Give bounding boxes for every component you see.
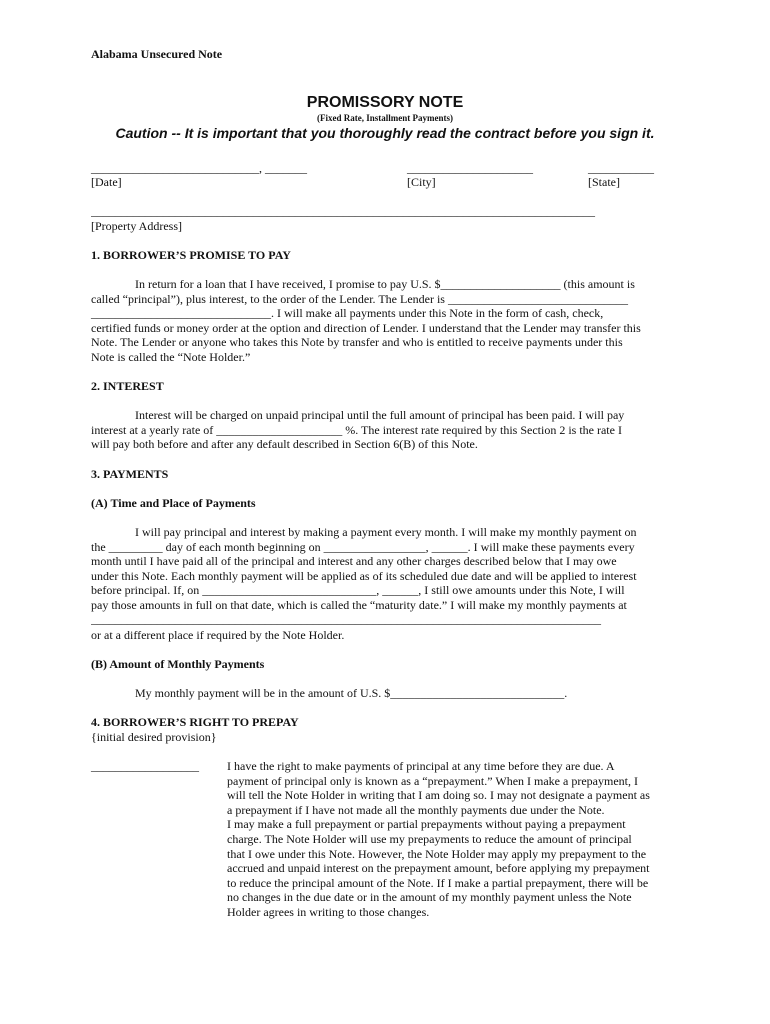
prepay-line: a prepayment if I have not made all the monthly payments due under the Note. <box>227 802 605 817</box>
city-label: [City] <box>407 175 436 189</box>
prepay-line: I may make a full prepayment or partial prepayments without paying a prepayment <box>227 817 626 832</box>
section-2-line: Interest will be charged on unpaid principal until the full amount of principal has been paid. I will pay <box>135 408 625 422</box>
section-1-heading: 1. BORROWER’S PROMISE TO PAY <box>91 248 291 262</box>
state-label: [State] <box>588 175 620 189</box>
section-1-line: called “principal”), plus interest, to the order of the Lender. The Lender is ______________________________ <box>91 292 628 306</box>
city-blank[interactable]: _____________________ <box>407 161 533 175</box>
document-title: PROMISSORY NOTE <box>306 94 464 111</box>
section-2-line: interest at a yearly rate of _____________________ %. The interest rate required by this Section 2 is the rate I <box>91 423 622 437</box>
section-2-line: will pay both before and after any default described in Section 6(B) of this Note. <box>91 437 478 451</box>
doc-label: Alabama Unsecured Note <box>91 47 223 61</box>
date-blank[interactable]: ____________________________, _______ <box>91 161 307 175</box>
state-blank[interactable]: ___________ <box>588 161 654 175</box>
section-3a-line: before principal. If, on _____________________________, ______, I still owe amounts under this Note, I will <box>91 583 625 597</box>
prepay-line: to reduce the principal amount of the Note. If I make a partial prepayment, there will be <box>227 875 649 890</box>
section-3a-line: under this Note. Each monthly payment will be applied as of its scheduled due date and will be applied to interest <box>91 569 637 583</box>
date-label: [Date] <box>91 175 122 189</box>
section-3a-line: the _________ day of each month beginning on _________________, ______. I will make these payments every <box>91 540 635 554</box>
section-3a-line: or at a different place if required by the Note Holder. <box>91 628 345 642</box>
prepay-line: no changes in the due date or in the amount of my monthly payment unless the Note <box>227 890 632 905</box>
section-1-line: In return for a loan that I have received, I promise to pay U.S. $____________________ (this amount is <box>135 277 635 291</box>
prepay-paragraph <box>227 759 650 920</box>
section-4-heading: 4. BORROWER’S RIGHT TO PREPAY <box>91 715 299 729</box>
caution-notice: Caution -- It is important that you thoroughly read the contract before you sign it. <box>115 125 655 141</box>
section-1-line: Note. The Lender or anyone who takes this Note by transfer and who is entitled to receive payments under this <box>91 335 623 349</box>
section-1-line: Note is called the “Note Holder.” <box>91 350 251 364</box>
section-1-line: ______________________________. I will make all payments under this Note in the form of cash, check, <box>91 306 604 320</box>
property-address-blank[interactable]: ____________________________________________________________________________________ <box>91 204 595 218</box>
prepay-line: Holder agrees in writing to those changes. <box>227 904 430 919</box>
prepay-line: accrued and unpaid interest on the prepayment amount, before applying my prepayment <box>227 861 650 876</box>
section-3b-line: My monthly payment will be in the amount of U.S. $_____________________________. <box>135 686 568 700</box>
property-address-label: [Property Address] <box>91 219 182 233</box>
section-3a-heading: (A) Time and Place of Payments <box>91 496 256 510</box>
section-3a-line: month until I have paid all of the principal and interest and any other charges described below that I may owe <box>91 554 617 568</box>
payment-place-blank[interactable]: _____________________________________________________________________________________ <box>91 612 601 626</box>
section-3-heading: 3. PAYMENTS <box>91 467 169 481</box>
prepay-line: that I owe under this Note. However, the Note Holder may apply my prepayment to the <box>227 846 647 861</box>
section-2-heading: 2. INTEREST <box>91 379 164 393</box>
document-subtitle: (Fixed Rate, Installment Payments) <box>317 113 453 123</box>
prepay-line: will tell the Note Holder in writing that I am doing so. I may not designate a payment as <box>227 788 650 803</box>
section-1-line: certified funds or money order at the option and direction of Lender. I understand that the Lender may transfer this <box>91 321 641 335</box>
section-4-note: {initial desired provision} <box>91 730 217 744</box>
section-3b-heading: (B) Amount of Monthly Payments <box>91 657 265 671</box>
initials-blank[interactable]: __________________ <box>91 759 199 773</box>
section-3a-line: pay those amounts in full on that date, which is called the “maturity date.” I will make my monthly payments at <box>91 598 627 612</box>
prepay-line: I have the right to make payments of principal at any time before they are due. A <box>227 759 615 773</box>
prepay-line: charge. The Note Holder will use my prepayments to reduce the amount of principal <box>227 831 632 846</box>
section-3a-line: I will pay principal and interest by making a payment every month. I will make my monthly payment on <box>135 525 637 539</box>
prepay-line: payment of principal only is known as a “prepayment.” When I make a prepayment, I <box>227 773 638 788</box>
